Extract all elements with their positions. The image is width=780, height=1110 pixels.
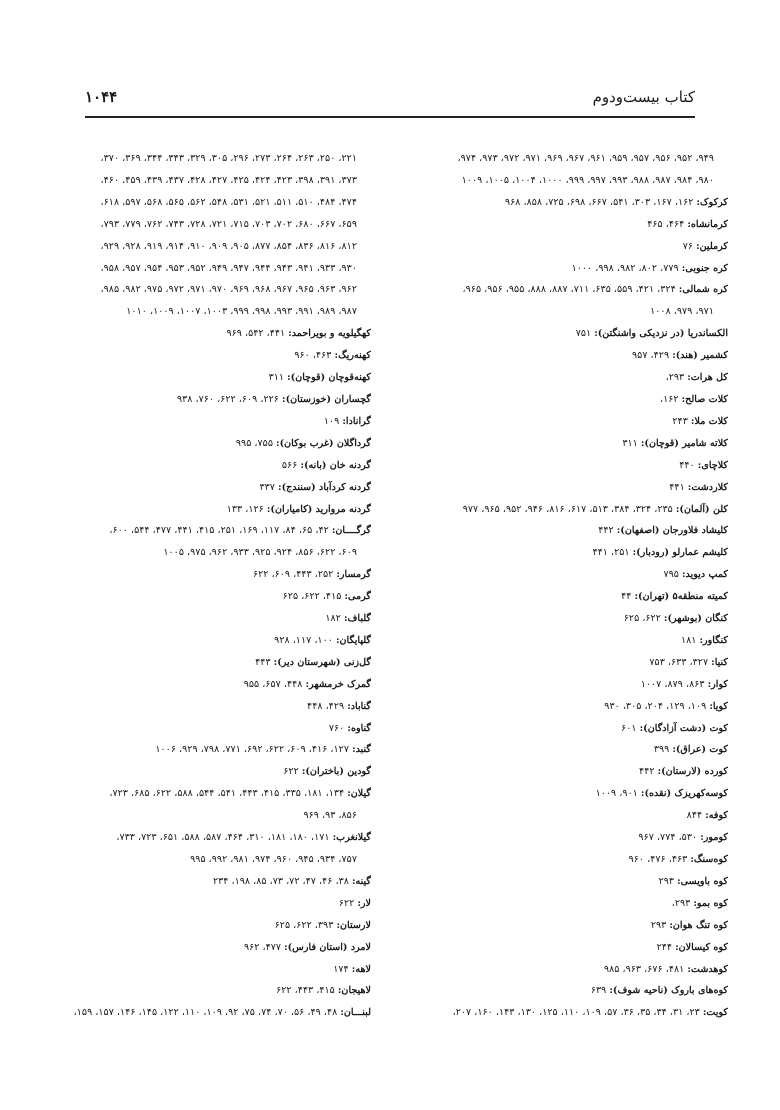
- index-entry: [412, 323, 728, 345]
- index-page-refs: ۱۷۱، ۱۸۰، ۱۸۱، ۳۱۰، ۴۶۴، ۵۸۷، ۵۸۸، ۶۵۱، ۷۲۳، ۷۳۳،: [116, 832, 330, 844]
- index-term: کوار:: [707, 678, 728, 690]
- index-entry: [412, 411, 728, 433]
- index-page-refs: ۲۳۵، ۳۲۴، ۳۸۴، ۵۱۳، ۶۱۷، ۸۱۶، ۹۴۶، ۹۵۲، ۹۶۵، ۹۷۷: [462, 503, 673, 515]
- index-term: کوه کیسالان:: [675, 941, 728, 953]
- index-page-refs: ۴۴۳: [255, 656, 271, 668]
- index-page-refs: ۷۵۷، ۹۳۴، ۹۴۵، ۹۶۰، ۹۷۴، ۹۸۱، ۹۹۲، ۹۹۵: [190, 854, 357, 865]
- index-entry: [55, 499, 371, 521]
- index-page-refs: ۳۱۱: [268, 372, 285, 384]
- index-page-refs: ۳۱۱: [622, 437, 638, 449]
- index-page-refs: ۶۲۲، ۶۲۵: [623, 613, 661, 625]
- index-term: کلات ملا:: [690, 415, 728, 427]
- page-title: کتاب بیست‌ودوم: [592, 88, 695, 106]
- index-entry: [55, 783, 371, 805]
- index-term: گرداگلان (غرب بوکان):: [276, 437, 371, 449]
- index-entry: [55, 937, 371, 959]
- index-entry: [55, 520, 371, 542]
- index-page-refs: ۹۸۷، ۹۸۹، ۹۹۱، ۹۹۳، ۹۹۸، ۹۹۹، ۱۰۰۳، ۱۰۰۷، ۱۰۰۹، ۱۰۱۰: [126, 306, 357, 318]
- index-term: گرگــــان:: [331, 525, 371, 537]
- index-page-refs: ۲۹۳: [658, 875, 675, 887]
- index-entry: [55, 608, 371, 630]
- index-page-refs: ۲۹۳: [650, 919, 667, 931]
- index-entry: [55, 959, 371, 981]
- index-entry: [412, 367, 728, 389]
- index-term: کویا:: [709, 700, 728, 712]
- index-entry: [412, 739, 728, 761]
- index-entry: [55, 564, 371, 586]
- index-entry: [55, 214, 371, 236]
- index-term: کلیشم عمارلو (رودبار):: [632, 547, 728, 559]
- index-entry: [412, 236, 728, 258]
- index-entry: [412, 805, 728, 827]
- index-term: گچساران (خوزستان):: [282, 393, 371, 405]
- index-page-refs: ۶۲۲: [283, 766, 299, 778]
- index-entry: [55, 739, 371, 761]
- index-term: کلن (آلمان):: [675, 503, 728, 515]
- index-entry: [412, 279, 728, 301]
- index-entry: [55, 279, 371, 301]
- index-term: کنگاور:: [699, 634, 728, 646]
- index-page-refs: ۱۸۱: [680, 634, 697, 646]
- index-term: گردنه مروارید (کامیاران):: [266, 503, 371, 515]
- index-term: کمپ دیوید:: [681, 569, 728, 581]
- index-entry: [55, 827, 371, 849]
- index-page-refs: ۸۵۶، ۹۳، ۹۶۹: [303, 810, 357, 822]
- index-entry: [55, 148, 371, 170]
- index-entry: [55, 455, 371, 477]
- index-page-refs: ۲۳، ۳۱، ۳۴، ۳۵، ۳۶، ۵۷، ۱۰۹، ۱۱۰، ۱۲۵، ۱۳۰، ۱۴۳، ۱۶۰، ۲۰۷،: [452, 1007, 700, 1019]
- index-term: کوسه‌کهریزک (نقده):: [640, 788, 728, 800]
- index-term: گرمسار:: [336, 569, 371, 581]
- index-term: کنیا:: [711, 656, 728, 668]
- index-page-refs: ۸۶۳، ۸۷۹، ۱۰۰۷: [640, 678, 705, 690]
- index-page-refs: ۹۰۱، ۱۰۰۹: [595, 788, 638, 800]
- index-entry: [412, 608, 728, 630]
- index-term: کره شمالی:: [678, 284, 728, 296]
- index-page-refs: ۴۲، ۶۵، ۸۴، ۱۱۷، ۱۶۹، ۲۵۱، ۴۱۵، ۴۴۱، ۴۷۷، ۵۴۴، ۶۰۰،: [109, 525, 329, 537]
- index-page-refs: ۵۳۰، ۷۷۴، ۹۶۷: [638, 832, 698, 844]
- index-entry: [412, 674, 728, 696]
- index-page-refs: ۴۸۱، ۶۷۶، ۹۶۳، ۹۸۵: [603, 963, 685, 975]
- index-term: کوهدشت:: [687, 963, 728, 975]
- index-entry: [412, 696, 728, 718]
- index-term: کرمانشاه:: [687, 218, 728, 230]
- index-page-refs: ۳۲۴، ۴۲۱، ۵۵۹، ۶۳۵، ۷۱۱، ۸۸۷، ۸۸۸، ۹۵۵، ۹۵۶، ۹۶۵،: [462, 284, 676, 296]
- index-term: گناباد:: [347, 700, 371, 712]
- index-page-refs: ۲۴۳: [672, 415, 688, 427]
- index-page-refs: ۹۸۰، ۹۸۴، ۹۸۷، ۹۸۸، ۹۹۳، ۹۹۷، ۹۹۹، ۱۰۰۰، ۱۰۰۴، ۱۰۰۵، ۱۰۰۹: [461, 174, 714, 186]
- index-entry: [412, 477, 728, 499]
- index-entry: [412, 192, 728, 214]
- index-term: لاهیجان:: [337, 985, 371, 997]
- index-term: گیلانغرب:: [332, 832, 371, 844]
- index-term: کلاچای:: [697, 459, 728, 471]
- index-term: کشمیر (هند):: [672, 350, 728, 362]
- index-entry: [412, 586, 728, 608]
- index-page-refs: ۱۰۰، ۱۱۷، ۹۲۸: [274, 634, 333, 646]
- index-entry: [55, 192, 371, 214]
- header-rule: [85, 116, 695, 118]
- index-page-refs: ۹۶۲، ۹۶۳، ۹۶۵، ۹۶۷، ۹۶۸، ۹۶۹، ۹۷۰، ۹۷۱، ۹۷۲، ۹۷۵، ۹۸۲، ۹۸۵،: [100, 284, 357, 296]
- index-term: لامرد (استان فارس):: [284, 941, 371, 953]
- index-page-refs: ۷۵۱: [575, 328, 592, 340]
- index-entry: [412, 827, 728, 849]
- index-entry: [412, 542, 728, 564]
- index-entry: [55, 718, 371, 740]
- index-page-refs: ۲۲۶، ۶۰۹، ۶۲۲، ۷۶۰، ۹۳۸: [177, 393, 279, 405]
- index-page-refs: ۴۴: [621, 591, 632, 603]
- index-term: کرکوک:: [696, 196, 728, 208]
- index-term: گلباف:: [343, 613, 371, 625]
- index-page-refs: ۹۳۰، ۹۳۳، ۹۴۱، ۹۴۳، ۹۴۴، ۹۴۷، ۹۴۹، ۹۵۲، ۹۵۳، ۹۵۴، ۹۵۷، ۹۵۸،: [100, 262, 357, 274]
- index-page-refs: ۱۲۶، ۱۳۳: [226, 503, 264, 515]
- index-entry: [412, 937, 728, 959]
- index-term: کهگیلویه و بویراحمد:: [288, 328, 371, 340]
- page-number: ۱۰۴۴: [85, 88, 118, 106]
- index-term: کوه تنگ هوان:: [669, 919, 728, 931]
- index-entry: [412, 455, 728, 477]
- index-page-refs: ۳۳۷: [259, 481, 275, 493]
- index-page-refs: ۶۵۹، ۶۶۷، ۶۸۰، ۷۰۲، ۷۰۳، ۷۱۵، ۷۲۱، ۷۲۸، ۷۴۳، ۷۶۲، ۷۷۹، ۷۹۳،: [100, 218, 357, 230]
- index-entry: [412, 564, 728, 586]
- index-page-refs: ۴۴۱، ۵۴۲، ۹۶۹: [226, 328, 286, 340]
- index-page-refs: ۴۶۴، ۴۶۵: [647, 218, 685, 230]
- index-page-refs: ۳۷۳، ۳۹۱، ۳۹۸، ۴۲۳، ۴۲۴، ۴۲۵، ۴۲۷، ۴۲۸، ۴۳۷، ۴۳۹، ۴۵۹، ۴۶۰،: [100, 174, 357, 186]
- index-entry: [55, 871, 371, 893]
- index-page-refs: ۶۲۲: [338, 897, 355, 909]
- index-term: گلپایگان:: [335, 634, 371, 646]
- index-entry: [55, 586, 371, 608]
- index-page-refs: ۷۶: [682, 240, 694, 252]
- index-term: گودین (باختران):: [301, 766, 371, 778]
- index-page-refs: ۶۳۹: [590, 985, 607, 997]
- index-page-refs: ۴۱۵، ۴۴۳، ۶۲۲: [276, 985, 335, 997]
- index-entry: [412, 871, 728, 893]
- index-page-refs: ۱۰۹: [323, 415, 340, 427]
- index-page-refs: ۲۵۱، ۴۴۱: [592, 547, 630, 559]
- index-term: کورده (لارستان):: [657, 766, 728, 778]
- index-page-refs: ۷۹۵: [663, 569, 679, 581]
- index-term: کلات صالح:: [681, 393, 728, 405]
- index-term: کهنه‌ریگ:: [334, 350, 371, 362]
- index-term: کوه‌های باروک (ناحیه شوف):: [609, 985, 728, 997]
- index-entry: [55, 761, 371, 783]
- index-term: لار:: [357, 897, 371, 909]
- index-entry: [412, 783, 728, 805]
- index-entry: [55, 301, 371, 323]
- index-term: گردنه خان (بانه):: [300, 459, 371, 471]
- index-page-refs: ۴۴۱: [669, 481, 685, 493]
- index-term: کویت:: [702, 1007, 728, 1019]
- index-entry: [55, 652, 371, 674]
- index-term: گنبد:: [352, 744, 371, 756]
- index-page-refs: ۴۶۳، ۹۶۰: [294, 350, 332, 362]
- index-entry: [55, 893, 371, 915]
- index-entry: [412, 148, 728, 170]
- index-term: گناوه:: [347, 722, 371, 734]
- index-page-refs: ۱۶۲، ۱۶۷، ۳۰۳، ۵۴۱، ۶۶۷، ۶۹۸، ۷۲۵، ۸۵۸، ۹۶۸: [504, 196, 694, 208]
- index-page-refs: ۴۲۹، ۹۵۷: [632, 350, 670, 362]
- index-term: کومور:: [700, 832, 728, 844]
- index-entry: [55, 980, 371, 1002]
- index-page-refs: ۸۴۴: [686, 810, 703, 822]
- index-entry: [412, 718, 728, 740]
- page-header: [85, 86, 695, 112]
- index-term: کوه بمو:: [693, 897, 728, 909]
- index-term: گینه:: [351, 875, 371, 887]
- index-entry: [55, 915, 371, 937]
- index-term: کوفه:: [705, 810, 728, 822]
- index-page-refs: ۱۲۷، ۴۱۶، ۶۰۹، ۶۲۲، ۶۹۲، ۷۷۱، ۷۹۸، ۹۲۹، ۱۰۰۶: [155, 744, 349, 756]
- index-page-refs: ۶۰۹، ۶۲۲، ۸۵۶، ۹۲۴، ۹۲۵، ۹۳۳، ۹۶۲، ۹۷۵، ۱۰۰۵: [163, 547, 357, 559]
- index-entry: [55, 345, 371, 367]
- index-entry: [412, 980, 728, 1002]
- index-term: گرمی:: [344, 591, 371, 603]
- index-entry: [412, 893, 728, 915]
- index-entry: [55, 170, 371, 192]
- index-entry: [412, 630, 728, 652]
- index-term: لارستان:: [336, 919, 371, 931]
- index-page-refs: ۶۰۱: [621, 722, 637, 734]
- index-term: کلاته شامیر (قوچان):: [640, 437, 728, 449]
- index-page-refs: ۸۱۲، ۸۱۶، ۸۳۶، ۸۵۴، ۸۷۷، ۹۰۵، ۹۰۹، ۹۱۰، ۹۱۴، ۹۱۹، ۹۲۸، ۹۲۹،: [100, 240, 357, 252]
- index-term: لبنـــان:: [340, 1007, 371, 1019]
- index-page-refs: ۴۶۳، ۴۷۶، ۹۶۰: [628, 854, 688, 865]
- index-term: گیلان:: [347, 788, 371, 800]
- index-page-refs: ۷۵۵، ۹۹۵: [235, 437, 273, 449]
- index-term: کوه‌سنگ:: [690, 854, 728, 865]
- index-term: کل هرات:: [687, 372, 728, 384]
- index-page-refs: ۱۰۹، ۱۲۹، ۲۰۴، ۳۰۵، ۹۳۰: [604, 700, 707, 712]
- index-page-refs: ۷۷۹، ۸۰۲، ۹۸۲، ۹۹۸، ۱۰۰۰: [571, 262, 679, 274]
- index-entry: [412, 170, 728, 192]
- index-entry: [412, 258, 728, 280]
- index-term: کلاردشت:: [687, 481, 728, 493]
- index-entry: [55, 805, 371, 827]
- index-page-refs: ۳۲۷، ۶۳۳، ۷۵۳: [649, 656, 709, 668]
- index-entry: [412, 1002, 728, 1024]
- index-entry: [412, 389, 728, 411]
- index-page-refs: ۲۹۳،: [671, 897, 691, 909]
- index-page-refs: ۲۵۲، ۴۴۳، ۶۰۹، ۶۲۲: [252, 569, 334, 581]
- index-entry: [412, 520, 728, 542]
- index-page-refs: ۹۷۱، ۹۷۹، ۱۰۰۸: [650, 306, 714, 318]
- index-column-right: [412, 148, 728, 1024]
- index-page-refs: ۲۹۳،: [665, 372, 685, 384]
- index-term: کوت (عراق):: [672, 744, 728, 756]
- index-entry: [55, 367, 371, 389]
- index-page-refs: ۴۸، ۴۹، ۵۶، ۷۰، ۷۴، ۷۵، ۹۲، ۱۰۹، ۱۱۰، ۱۲۲، ۱۴۵، ۱۴۶، ۱۵۷، ۱۵۹،: [73, 1007, 338, 1019]
- index-entry: [55, 674, 371, 696]
- index-entry: [55, 236, 371, 258]
- index-entry: [412, 433, 728, 455]
- index-entry: [412, 214, 728, 236]
- index-entry: [55, 542, 371, 564]
- index-page-refs: ۱۶۲،: [659, 393, 679, 405]
- index-entry: [55, 433, 371, 455]
- index-page-refs: ۴۴۸، ۶۵۷، ۹۵۵: [243, 678, 303, 690]
- index-page-refs: ۴۴۲: [639, 766, 655, 778]
- index-entry: [412, 499, 728, 521]
- index-page-refs: ۳۹۹: [653, 744, 670, 756]
- index-entry: [55, 696, 371, 718]
- index-term: الکساندریا (در نزدیکی واشنگتن):: [594, 328, 728, 340]
- index-page-refs: ۴۱۵، ۶۲۲، ۶۲۵: [282, 591, 342, 603]
- index-term: گرانادا:: [342, 415, 371, 427]
- index-entry: [412, 959, 728, 981]
- index-page-refs: ۴۴۲: [598, 525, 614, 537]
- index-column-left: [55, 148, 371, 1024]
- index-term: کوت (دشت آزادگان):: [639, 722, 728, 734]
- index-term: کره جنوبی:: [681, 262, 728, 274]
- index-page-refs: ۴۷۷، ۹۶۲: [243, 941, 282, 953]
- index-term: لاهه:: [351, 963, 371, 975]
- index-page-refs: ۳۹۳، ۶۲۲، ۶۲۵: [274, 919, 334, 931]
- index-entry: [55, 258, 371, 280]
- index-page-refs: ۳۸، ۴۶، ۴۷، ۷۲، ۷۳، ۸۵، ۱۹۸، ۲۳۴: [212, 875, 349, 887]
- index-page-refs: ۱۳۴، ۱۸۱، ۳۳۵، ۴۱۵، ۴۴۳، ۵۴۱، ۵۴۴، ۵۸۸، ۶۲۲، ۶۸۵، ۷۲۳،: [109, 788, 345, 800]
- index-page-refs: ۲۲۱، ۲۵۰، ۲۶۳، ۲۶۴، ۲۷۳، ۲۹۶، ۳۰۵، ۳۲۹، ۳۴۳، ۳۴۴، ۳۶۹، ۳۷۰،: [100, 153, 357, 164]
- index-page-refs: ۴۷۴، ۴۸۴، ۵۱۰، ۵۱۱، ۵۲۱، ۵۳۱، ۵۴۸، ۵۶۲، ۵۶۵، ۵۶۸، ۵۹۷، ۶۱۸،: [100, 196, 357, 208]
- index-entry: [412, 915, 728, 937]
- index-entry: [55, 411, 371, 433]
- index-page-refs: ۴۴۰: [679, 459, 695, 471]
- index-term: گمرک خرمشهر:: [305, 678, 371, 690]
- index-term: کلیشاد فلاورجان (اصفهان):: [616, 525, 728, 537]
- index-entry: [55, 1002, 371, 1024]
- index-page-refs: ۹۴۹، ۹۵۲، ۹۵۶، ۹۵۷، ۹۵۹، ۹۶۱، ۹۶۷، ۹۶۹، ۹۷۱، ۹۷۲، ۹۷۳، ۹۷۴،: [457, 153, 714, 164]
- index-entry: [412, 301, 728, 323]
- index-term: کرملین:: [696, 240, 728, 252]
- index-entry: [412, 345, 728, 367]
- index-entry: [412, 761, 728, 783]
- index-entry: [55, 477, 371, 499]
- index-page-refs: ۵۶۶: [281, 459, 298, 471]
- index-term: کمیته منطقه۵ (تهران):: [634, 591, 728, 603]
- index-page-refs: ۴۲۹، ۴۴۸: [307, 700, 345, 712]
- index-entry: [55, 630, 371, 652]
- index-entry: [55, 849, 371, 871]
- index-entry: [55, 323, 371, 345]
- index-page-refs: ۱۷۴: [333, 963, 349, 975]
- index-term: کهنه‌قوچان (قوچان):: [287, 372, 371, 384]
- index-page-refs: ۷۶۰: [328, 722, 345, 734]
- index-entry: [412, 849, 728, 871]
- index-term: گل‌زنی (شهرستان دیر):: [273, 656, 371, 668]
- index-term: کنگان (بوشهر):: [663, 613, 728, 625]
- index-entry: [412, 652, 728, 674]
- index-entry: [55, 389, 371, 411]
- index-page-refs: ۲۴۴: [656, 941, 673, 953]
- index-term: گردنه کردآباد (سنندج):: [278, 481, 371, 493]
- index-page-refs: ۱۸۲: [325, 613, 341, 625]
- index-term: کوه باویسی:: [677, 875, 728, 887]
